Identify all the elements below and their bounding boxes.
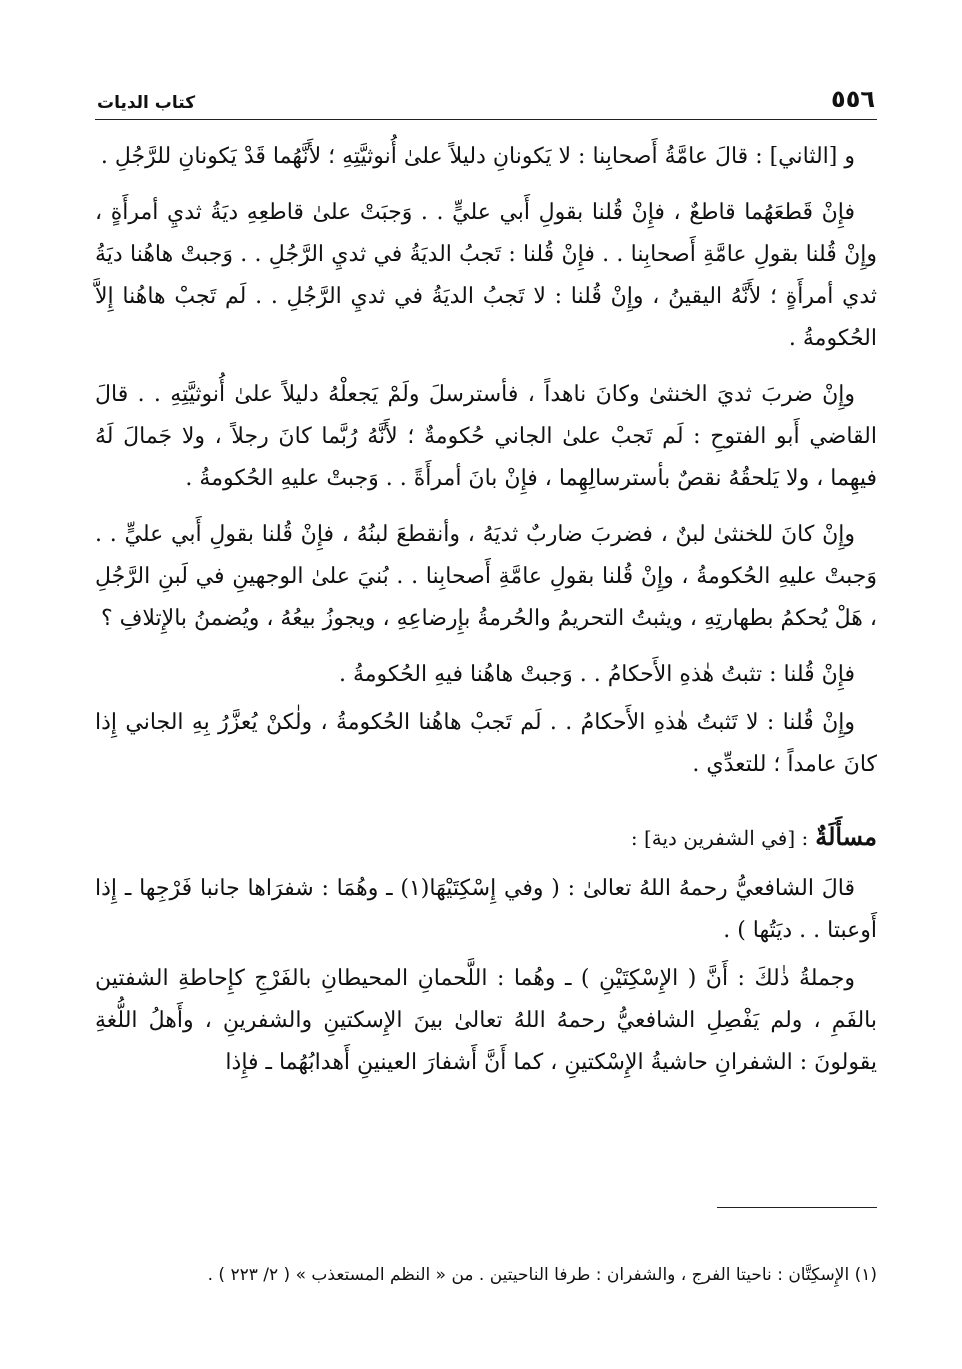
section-heading <box>95 816 877 860</box>
masala-title: مسأَلَةٌ <box>815 822 877 851</box>
footnote: (١) الإِسكِتَّان : ناحيتا الفرج ، والشفران : طرفا الناحيتين . من « النظم المستعذب » ( ٢/ ٢٢٣ ) . <box>207 1265 877 1285</box>
paragraph: وإِنْ ضربَ ثديَ الخنثىٰ وكانَ ناهداً ، فأسترسلَ ولَمْ يَجعلْهُ دليلاً علىٰ أُنوثيَّتِهِ . . قالَ القاضي أَبو الفتوحِ : لَم تَجبْ علىٰ الجاني حُكومةٌ ؛ لأَنَّهُ رُبَّما كانَ رجلاً ، ولا جَمالَ لَهُ فيهِما ، ولا يَلحقُهُ نقصٌ بأسترسالِهِما ، فإِنْ بانَ أمرأَةً . . وَجبتْ عليهِ الحُكومةُ . <box>95 382 877 491</box>
footnote-divider <box>717 1207 877 1208</box>
paragraph: وإِنْ كانَ للخنثىٰ لبنٌ ، فضربَ ضاربٌ ثديَهُ ، وأنقطعَ لبنُهُ ، فإِنْ قُلنا بقولِ أَبي عليٍّ . . وَجبتْ عليهِ الحُكومةُ ، وإِنْ قُلنا بقولِ عامَّةِ أَصحابِنا . . بُنيَ علىٰ الوجهينِ في لَبنِ الرَّجُلِ ، هَلْ يُحكمُ بطهارتِهِ ، ويثبتُ التحريمُ والحُرمةُ بإِرضاعِهِ ، ويجوزُ بيعُهُ ، ويُضمنُ بالإِتلافِ ؟ <box>95 522 877 631</box>
paragraph: قالَ الشافعيُّ رحمهُ اللهُ تعالىٰ : ( وفي إِسْكِتَيْهَا(١) ـ وهُمَا : شفرَاها جانبا فَرْجِها ـ إِذا أَوعبتا . . ديَتُها ) . <box>95 876 877 943</box>
page-number: ٥٥٦ <box>831 85 875 113</box>
paragraph: فإِنْ قُلنا : تثبتُ هٰذهِ الأَحكامُ . . وَجبتْ هاهُنا فيهِ الحُكومةُ . <box>338 662 855 687</box>
running-header <box>95 80 877 120</box>
book-title: كتاب الديات <box>97 93 196 113</box>
paragraph: وجملةُ ذٰلكَ : أَنَّ ( الإِسْكِتَيْنِ ) ـ وهُما : اللَّحمانِ المحيطانِ بالفَرْجِ كإِحاطةِ الشفتين بالفَمِ ، ولم يَفْصِلِ الشافعيُّ رحمهُ اللهُ تعالىٰ بينَ الإِسكتينِ والشفرينِ ، وأَهلُ اللُّغةِ يقولونَ : الشفرانِ حاشيةُ الإِسْكتينِ ، كما أَنَّ أَشفارَ العينينِ أَهدابُهُما ـ فإِذا <box>95 966 877 1075</box>
book-page <box>95 80 877 1320</box>
paragraph: فإِنْ قَطعَهُما قاطعٌ ، فإِنْ قُلنا بقولِ أَبي عليٍّ . . وَجبَتْ علىٰ قاطعِهِ ديَةُ ثديِ أمرأَةٍ ، وإِنْ قُلنا بقولِ عامَّةِ أَصحابِنا . . فإِنْ قُلنا : تَجبُ الديَةُ في ثديِ الرَّجُلِ . . وَجبتْ هاهُنا ديَةُ ثدي أمرأَةٍ ؛ لأَنَّهُ اليقينُ ، وإِنْ قُلنا : لا تَجبُ الديَةُ في ثديِ الرَّجُلِ . . لَم تَجبْ هاهُنا إِلاَّ الحُكومةُ . <box>95 200 877 351</box>
paragraph: و [الثاني] : قالَ عامَّةُ أَصحابِنا : لا يَكونانِ دليلاً علىٰ أُنوثيَّتِهِ ؛ لأَنَّهُما قَدْ يَكونانِ للرَّجُلِ . <box>100 144 855 169</box>
paragraph: وإِنْ قُلنا : لا تَثبتُ هٰذهِ الأَحكامُ . . لَم تَجبْ هاهُنا الحُكومةُ ، ولٰكنْ يُعزَّرُ بِهِ الجاني إِذا كانَ عامداً ؛ للتعدِّي . <box>95 710 877 777</box>
page-body <box>95 136 877 1084</box>
masala-topic: : [في الشفرين دية] : <box>630 826 809 850</box>
